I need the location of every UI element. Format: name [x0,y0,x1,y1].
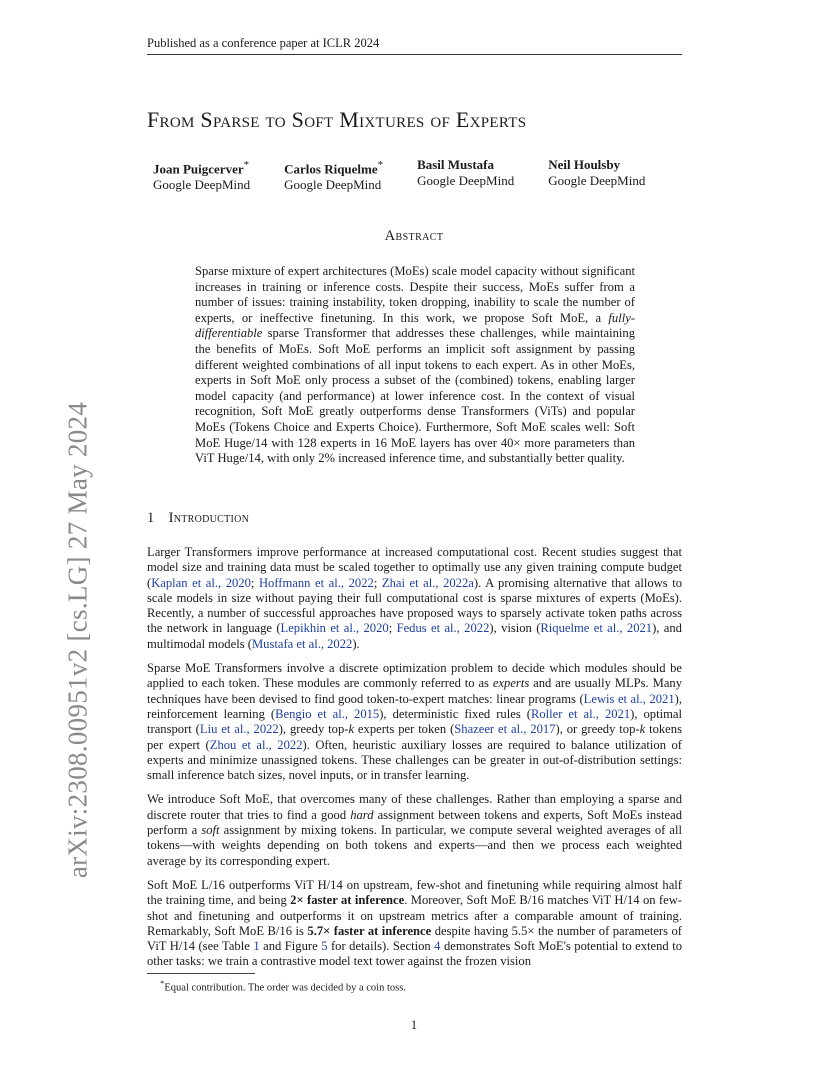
text-run: assignment between tokens and experts, Soft MoEs instead perform a [147,807,682,838]
citation-link[interactable]: Fedus et al., 2022 [396,621,490,636]
text-run: ), and multimodal models ( [147,621,682,651]
equal-contribution-mark: * [243,159,250,171]
footnote-text: Equal contribution. The order was decided by a coin toss. [164,982,406,994]
paper-title: From Sparse to Soft Mixtures of Experts [147,107,527,132]
bold-text: 2× faster at inference [290,893,405,908]
footnote [160,978,406,994]
citation-link[interactable]: Zhai et al., 2022a [381,575,474,590]
citation-link[interactable]: Mustafa et al., 2022 [251,636,353,651]
abstract-text [195,264,635,467]
emphasis-text: k [348,722,355,737]
abstract-heading: Abstract [384,228,444,244]
body-paragraph [147,545,682,652]
text-run: demonstrates Soft MoE's potential to extend to other tasks: we train a contrastive model text tower against the frozen vision [147,939,682,969]
citation-link[interactable]: Bengio et al., 2015 [275,706,380,721]
author-name: Carlos Riquelme [284,161,378,177]
page-number: 1 [410,1018,418,1032]
author-list [153,157,693,193]
body-paragraph [147,661,682,783]
citation-link[interactable]: Lewis et al., 2021 [583,691,675,706]
abstract-text-part: sparse Transformer that addresses these challenges, while maintaining the benefits of MoEs. Soft MoE performs an implicit soft assignment by passing different weighted combinations of all input tokens to each expert. As in other MoEs, experts in Soft MoE only process a subset of the (combined) tokens, enabling larger model capacity (and performance) at lower inference cost. In the context of visual recognition, Soft MoE greatly outperforms dense Transformers (ViTs) and popular MoEs (Tokens Choice and Experts Choice). Furthermore, Soft MoE scales well: Soft MoE Huge/14 with 128 experts in 16 MoE layers has over 40× more parameters than ViT Huge/14, with only 2% increased inference time, and substantially better quality. [195,326,635,466]
text-run: ). Often, heuristic auxiliary losses are required to balance utilization of experts and minimize unassigned tokens. These challenges can be greater in out-of-distribution settings: small inference batch sizes, novel inputs, or in transfer learning. [147,737,682,783]
text-run: ), optimal transport ( [147,706,682,737]
text-run: Larger Transformers improve performance at increased computational cost. Recent studies suggest that model size and training data must be scaled together to optimally use any given training compute budget ( [147,545,682,590]
bold-text: 5.7× faster at inference [307,923,432,938]
text-run: ), or greedy top- [555,722,640,737]
author-name: Joan Puigcerver [153,161,244,177]
footnote-mark: * [160,978,165,988]
body-paragraph [147,792,682,868]
citation-link[interactable]: 5 [321,939,328,954]
text-run: and are usually MLPs. Many techniques have been devised to find good token-to-expert matches: linear programs ( [147,676,682,706]
abstract-emphasis: fully-differentiable [195,310,635,341]
author-block [153,157,250,193]
text-run: experts per token ( [354,722,455,737]
text-run: tokens per expert ( [147,722,682,752]
emphasis-text: experts [492,676,530,691]
text-run: . Moreover, Soft MoE B/16 matches ViT H/14 on few-shot and finetuning and outperforms it on upstream metrics after a comparable amount of training. Remarkably, Soft MoE B/16 is [147,893,682,938]
text-run: despite having 5.5× the number of parameters of ViT H/14 (see Table [147,923,682,954]
text-run: Sparse MoE Transformers involve a discrete optimization problem to decide which modules should be applied to each token. These modules are commonly referred to as [147,661,682,691]
author-block [284,157,383,193]
running-header: Published as a conference paper at ICLR 2024 [147,36,682,55]
author-affiliation: Google DeepMind [153,177,251,193]
body-text [147,545,682,979]
text-run: and Figure [259,939,322,954]
footnote-rule [147,973,255,974]
citation-link[interactable]: Riquelme et al., 2021 [540,621,653,636]
citation-link[interactable]: Kaplan et al., 2020 [151,575,251,590]
emphasis-text: soft [201,823,220,838]
citation-link[interactable]: Shazeer et al., 2017 [454,722,556,737]
citation-link[interactable]: Roller et al., 2021 [530,706,631,721]
text-run: ; [373,575,382,590]
citation-link[interactable]: 4 [434,939,441,954]
equal-contribution-mark: * [377,159,384,171]
section-heading [147,510,249,527]
citation-link[interactable]: Lepikhin et al., 2020 [280,621,389,636]
arxiv-id-text[interactable]: arXiv:2308.00951v2 [cs.LG] 27 May 2024 [62,401,93,879]
text-run: ), vision ( [489,621,541,636]
text-run: ; [388,621,397,636]
author-affiliation: Google DeepMind [417,173,515,188]
author-name: Basil Mustafa [417,157,494,172]
author-block [548,157,645,193]
author-affiliation: Google DeepMind [284,177,382,193]
text-run: We introduce Soft MoE, that overcomes many of these challenges. Rather than employing a sparse and discrete router that tries to find a good [147,792,682,822]
author-name: Neil Houlsby [548,157,621,172]
body-paragraph [147,878,682,970]
author-affiliation: Google DeepMind [548,173,646,188]
citation-link[interactable]: Zhou et al., 2022 [209,737,303,752]
author-block [417,157,514,193]
text-run: ), deterministic fixed rules ( [379,706,531,721]
text-run: ), reinforcement learning ( [147,691,682,721]
emphasis-text: k [639,722,646,737]
citation-link[interactable]: Liu et al., 2022 [199,722,279,737]
text-run: ). [352,636,360,651]
abstract-text-part: Sparse mixture of expert architectures (MoEs) scale model capacity without significant increases in training or inference costs. Despite their success, MoEs suffer from a number of issues: training instability, token dropping, inability to scale the number of experts, or ineffective finetuning. In this work, we propose Soft MoE, a [195,264,635,325]
citation-link[interactable]: Hoffmann et al., 2022 [258,575,374,590]
text-run: assignment by mixing tokens. In particular, we compute several weighted averages of all tokens—with weights depending on both tokens and experts—and then we process each weighted average by its corresponding expert. [147,823,682,868]
text-run: Soft MoE L/16 outperforms ViT H/14 on upstream, few-shot and finetuning while requiring almost half the training time, and being [147,877,682,908]
text-run: for details). Section [327,939,435,954]
emphasis-text: hard [350,807,374,822]
text-run: ; [250,575,259,590]
section-title: Introduction [168,510,250,526]
section-number: 1 [147,510,155,526]
text-run: ), greedy top- [278,722,349,737]
citation-link[interactable]: 1 [253,939,260,954]
text-run: ). A promising alternative that allows to scale models in size without paying their full computational cost is sparse mixtures of experts (MoEs). Recently, a number of successful approaches have proposed ways to sparsely activate token paths across the network in language ( [147,575,683,636]
